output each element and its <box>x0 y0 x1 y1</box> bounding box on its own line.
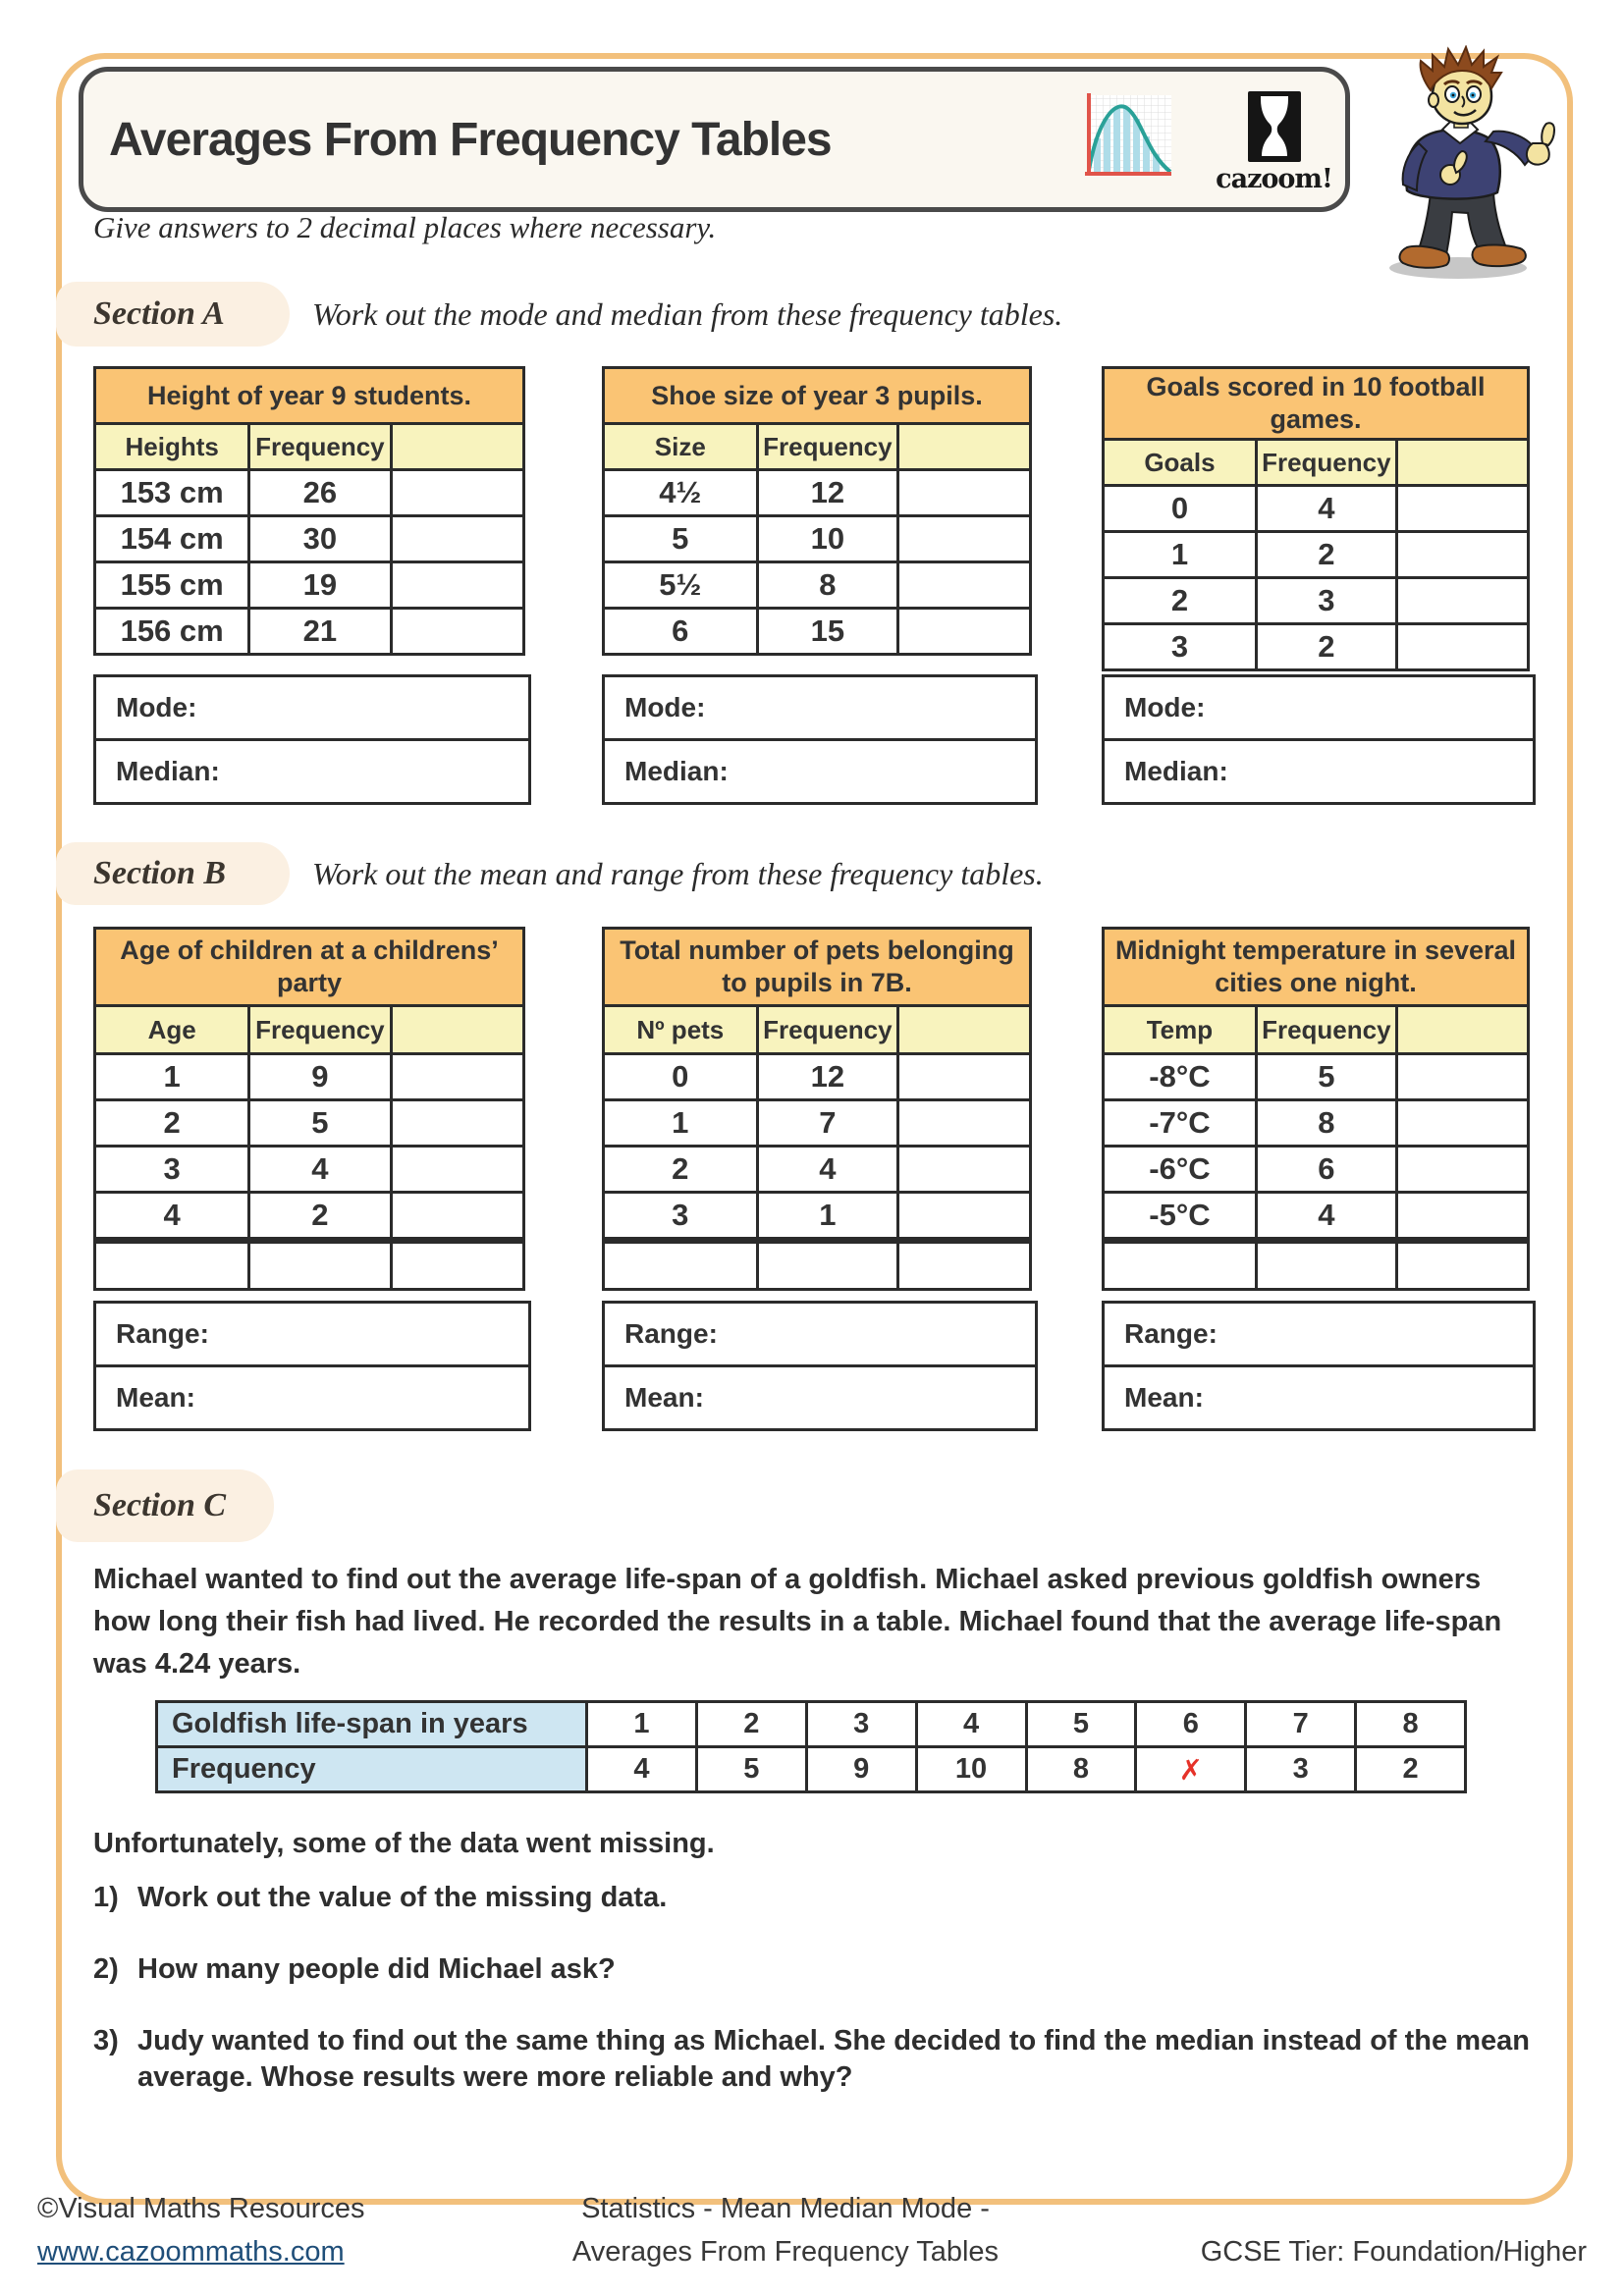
question-3 <box>93 2023 1542 2096</box>
work-cell <box>391 1100 523 1147</box>
work-cell <box>1396 486 1528 532</box>
totals-cell <box>898 1241 1031 1290</box>
value-cell: 3 <box>95 1147 249 1193</box>
frequency-cell: 8 <box>1026 1747 1136 1792</box>
table-title: Age of children at a childrens’ party <box>95 929 524 1006</box>
value-cell: 0 <box>604 1054 758 1100</box>
mode-answer-field[interactable]: Mode: <box>116 692 197 722</box>
section-b-instruction: Work out the mean and range from these frequency tables. <box>312 855 1044 891</box>
lifespan-cell: 4 <box>916 1702 1026 1747</box>
freq-cell: 15 <box>757 609 898 655</box>
freq-cell: 19 <box>249 562 391 609</box>
missing-data-cell: ✗ <box>1136 1747 1246 1792</box>
table-title: Goals scored in 10 football games. <box>1104 368 1529 440</box>
mean-answer-field[interactable]: Mean: <box>1105 1364 1533 1428</box>
col-header-empty <box>391 424 523 470</box>
work-cell <box>898 1100 1031 1147</box>
work-cell <box>391 470 523 516</box>
freq-cell: 8 <box>757 562 898 609</box>
freq-cell: 26 <box>249 470 391 516</box>
section-a-label: Section A <box>93 295 225 332</box>
col-header-empty <box>1396 440 1528 486</box>
freq-cell: 12 <box>757 1054 898 1100</box>
freq-cell: 3 <box>1256 578 1396 624</box>
mode-answer-field[interactable]: Mode: <box>624 692 706 722</box>
value-cell: -8°C <box>1104 1054 1257 1100</box>
mode-answer-field[interactable]: Mode: <box>1124 692 1206 722</box>
freq-cell: 4 <box>1256 486 1396 532</box>
table-shoe-size <box>602 366 1032 656</box>
question-text: Work out the value of the missing data. <box>137 1882 668 1913</box>
freq-cell: 6 <box>1256 1147 1396 1193</box>
work-cell <box>898 1147 1031 1193</box>
section-a-instruction: Work out the mode and median from these frequency tables. <box>312 295 1063 332</box>
value-cell: 2 <box>95 1100 249 1147</box>
col-header-empty <box>391 1006 523 1054</box>
work-cell <box>391 1054 523 1100</box>
value-cell: -6°C <box>1104 1147 1257 1193</box>
missing-data-note: Unfortunately, some of the data went missing. <box>93 1828 715 1859</box>
table-title: Midnight temperature in several cities one night. <box>1104 929 1529 1006</box>
totals-cell <box>249 1241 391 1290</box>
freq-cell: 10 <box>757 516 898 562</box>
footer-copyright: ©Visual Maths Resources <box>37 2193 365 2224</box>
col-header: Frequency <box>249 1006 391 1054</box>
table-goals <box>1102 366 1530 671</box>
col-header: Frequency <box>1256 440 1396 486</box>
value-cell: 5 <box>604 516 758 562</box>
work-cell <box>391 1193 523 1241</box>
question-2 <box>93 1951 1542 1988</box>
general-instruction: Give answers to 2 decimal places where necessary. <box>93 210 717 244</box>
totals-cell <box>757 1241 898 1290</box>
col-header: Temp <box>1104 1006 1257 1054</box>
work-cell <box>898 609 1031 655</box>
question-number: 2) <box>93 1953 119 1985</box>
website-link[interactable]: www.cazoommaths.com <box>37 2236 345 2268</box>
mean-answer-field[interactable]: Mean: <box>605 1364 1035 1428</box>
work-cell <box>391 516 523 562</box>
footer-tier: GCSE Tier: Foundation/Higher <box>1200 2236 1587 2268</box>
frequency-cell: 9 <box>806 1747 916 1792</box>
title-box <box>79 67 1350 212</box>
value-cell: 5½ <box>604 562 758 609</box>
value-cell: 6 <box>604 609 758 655</box>
median-answer-field[interactable]: Median: <box>96 738 528 802</box>
question-1 <box>93 1880 1542 1916</box>
work-cell <box>1396 1100 1528 1147</box>
freq-cell: 2 <box>249 1193 391 1241</box>
value-cell: 3 <box>1104 624 1257 670</box>
table-temperature <box>1102 927 1530 1291</box>
value-cell: 2 <box>604 1147 758 1193</box>
answer-box-range-mean <box>93 1301 531 1431</box>
work-cell <box>1396 1054 1528 1100</box>
col-header: Frequency <box>1256 1006 1396 1054</box>
value-cell: -5°C <box>1104 1193 1257 1241</box>
cazoom-logo <box>1213 91 1335 194</box>
col-header: Frequency <box>757 424 898 470</box>
value-cell: -7°C <box>1104 1100 1257 1147</box>
value-cell: 4½ <box>604 470 758 516</box>
frequency-cell: 4 <box>587 1747 697 1792</box>
table-title: Height of year 9 students. <box>95 368 524 424</box>
section-c-paragraph: Michael wanted to find out the average life-span of a goldfish. Michael asked previous goldfish owners how long their fish had lived. He recorded the results in a table. Michael found that the average life-span was 4.24 years. <box>93 1564 1502 1680</box>
question-text: Judy wanted to find out the same thing as Michael. She decided to find the median instead of the mean average. Whose results were more reliable and why? <box>137 2025 1530 2093</box>
goldfish-table <box>155 1700 1467 1793</box>
value-cell: 2 <box>1104 578 1257 624</box>
freq-cell: 30 <box>249 516 391 562</box>
work-cell <box>1396 1193 1528 1241</box>
col-header-empty <box>1396 1006 1528 1054</box>
value-cell: 154 cm <box>95 516 249 562</box>
work-cell <box>898 562 1031 609</box>
freq-cell: 4 <box>249 1147 391 1193</box>
freq-cell: 5 <box>1256 1054 1396 1100</box>
value-cell: 1 <box>95 1054 249 1100</box>
work-cell <box>391 1147 523 1193</box>
totals-cell <box>95 1241 249 1290</box>
median-answer-field[interactable]: Median: <box>1105 738 1533 802</box>
lifespan-cell: 6 <box>1136 1702 1246 1747</box>
lifespan-cell: 1 <box>587 1702 697 1747</box>
totals-cell <box>391 1241 523 1290</box>
section-c-tab <box>56 1469 274 1542</box>
col-header: Goals <box>1104 440 1257 486</box>
section-a-tab <box>56 282 290 347</box>
table-pets <box>602 927 1032 1291</box>
col-header: Nº pets <box>604 1006 758 1054</box>
totals-cell <box>1256 1241 1396 1290</box>
freq-cell: 4 <box>1256 1193 1396 1241</box>
lifespan-cell: 5 <box>1026 1702 1136 1747</box>
freq-cell: 4 <box>757 1147 898 1193</box>
lifespan-cell: 3 <box>806 1702 916 1747</box>
value-cell: 156 cm <box>95 609 249 655</box>
work-cell <box>1396 578 1528 624</box>
totals-cell <box>1104 1241 1257 1290</box>
freq-cell: 12 <box>757 470 898 516</box>
work-cell <box>898 1193 1031 1241</box>
freq-cell: 2 <box>1256 624 1396 670</box>
brand-name: cazoom! <box>1216 164 1332 194</box>
table-title: Total number of pets belonging to pupils in 7B. <box>604 929 1031 1006</box>
frequency-cell: 10 <box>916 1747 1026 1792</box>
lifespan-cell: 2 <box>696 1702 806 1747</box>
freq-cell: 21 <box>249 609 391 655</box>
range-answer-field[interactable]: Range: <box>1124 1318 1218 1349</box>
cazoom-goblet-icon <box>1248 91 1301 162</box>
frequency-cell: 2 <box>1356 1747 1466 1792</box>
lifespan-cell: 7 <box>1246 1702 1356 1747</box>
col-header-empty <box>898 1006 1031 1054</box>
col-header: Frequency <box>757 1006 898 1054</box>
mean-answer-field[interactable]: Mean: <box>96 1364 528 1428</box>
totals-cell <box>1396 1241 1528 1290</box>
footer-topic-line2: Averages From Frequency Tables <box>571 2236 1000 2268</box>
answer-box-mode-median <box>602 674 1038 805</box>
col-header-empty <box>898 424 1031 470</box>
work-cell <box>1396 1147 1528 1193</box>
value-cell: 0 <box>1104 486 1257 532</box>
work-cell <box>1396 532 1528 578</box>
work-cell <box>1396 624 1528 670</box>
footer-topic-line1: Statistics - Mean Median Mode - <box>581 2193 990 2224</box>
question-number: 1) <box>93 1882 119 1913</box>
range-answer-field[interactable]: Range: <box>624 1318 718 1349</box>
answer-box-range-mean <box>602 1301 1038 1431</box>
question-number: 3) <box>93 2025 119 2056</box>
value-cell: 1 <box>1104 532 1257 578</box>
page-title: Averages From Frequency Tables <box>109 113 832 166</box>
range-answer-field[interactable]: Range: <box>116 1318 209 1349</box>
footer-website <box>37 2236 345 2269</box>
freq-cell: 9 <box>249 1054 391 1100</box>
mascot-character <box>1360 45 1586 281</box>
row-label: Frequency <box>157 1747 587 1792</box>
frequency-cell: 5 <box>696 1747 806 1792</box>
value-cell: 3 <box>604 1193 758 1241</box>
totals-cell <box>604 1241 758 1290</box>
histogram-bell-curve-icon <box>1075 91 1173 184</box>
col-header: Heights <box>95 424 249 470</box>
answer-box-range-mean <box>1102 1301 1536 1431</box>
median-answer-field[interactable]: Median: <box>605 738 1035 802</box>
col-header: Age <box>95 1006 249 1054</box>
freq-cell: 2 <box>1256 532 1396 578</box>
frequency-cell: 3 <box>1246 1747 1356 1792</box>
freq-cell: 8 <box>1256 1100 1396 1147</box>
value-cell: 1 <box>604 1100 758 1147</box>
freq-cell: 5 <box>249 1100 391 1147</box>
freq-cell: 1 <box>757 1193 898 1241</box>
value-cell: 153 cm <box>95 470 249 516</box>
value-cell: 4 <box>95 1193 249 1241</box>
work-cell <box>898 470 1031 516</box>
col-header: Frequency <box>249 424 391 470</box>
value-cell: 155 cm <box>95 562 249 609</box>
row-label: Goldfish life-span in years <box>157 1702 587 1747</box>
col-header: Size <box>604 424 758 470</box>
work-cell <box>898 1054 1031 1100</box>
section-c-label: Section C <box>93 1487 227 1523</box>
section-b-label: Section B <box>93 855 227 891</box>
work-cell <box>391 562 523 609</box>
table-title: Shoe size of year 3 pupils. <box>604 368 1031 424</box>
table-ages <box>93 927 525 1291</box>
answer-box-mode-median <box>93 674 531 805</box>
question-text: How many people did Michael ask? <box>137 1953 616 1985</box>
work-cell <box>898 516 1031 562</box>
freq-cell: 7 <box>757 1100 898 1147</box>
lifespan-cell: 8 <box>1356 1702 1466 1747</box>
table-heights <box>93 366 525 656</box>
work-cell <box>391 609 523 655</box>
section-b-tab <box>56 842 290 905</box>
answer-box-mode-median <box>1102 674 1536 805</box>
